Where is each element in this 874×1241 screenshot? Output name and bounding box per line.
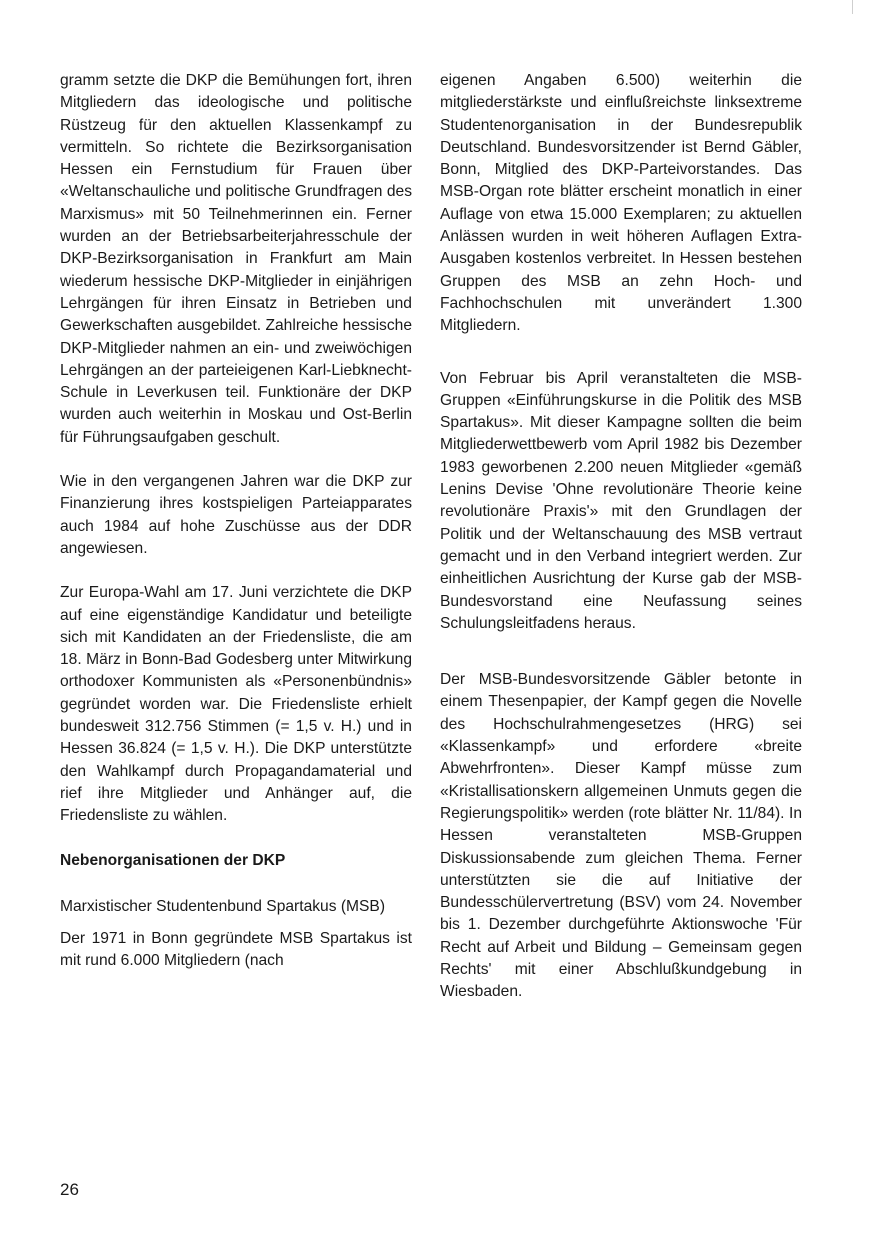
subsection-heading: Marxistischer Studentenbund Spartakus (MSB) xyxy=(60,897,386,915)
right-column xyxy=(440,70,802,1026)
left-column xyxy=(60,70,412,995)
right-paragraph-3: Der MSB-Bundesvorsitzende Gäbler betonte in einem Thesenpapier, der Kampf gegen die Novelle des Hochschulrahmengesetzes (HRG) sei «Klassenkampf» und erfordere «breite Abwehrfronten». Dieser Kampf müsse zum «Kristallisationskern allgemeinen Unmuts gegen die Regierungspolitik» werden (rote blätter Nr. 11/84). In Hessen veranstalteten MSB-Gruppen Diskussionsabende zum gleichen Thema. Ferner unterstützten sie die auf Initiative der Bundesschülervertretung (BSV) vom 24. November bis 1. Dezember durchgeführte Aktionswoche 'Für Recht auf Arbeit und Bildung – Gemeinsam gegen Rechts' mit einer Abschlußkundgebung in Wiesbaden. xyxy=(440,671,802,1001)
left-paragraph-1: gramm setzte die DKP die Bemühungen fort, ihren Mitgliedern das ideologische und politische Rüstzeug für den aktuellen Klassenkampf zu vermitteln. So richtete die Bezirksorganisation Hessen ein Fernstudium für Frauen über «Weltanschauliche und politische Grundfragen des Marxismus» mit 50 Teilnehmerinnen ein. Ferner wurden an der Betriebsarbeiterjahresschule der DKP-Bezirksorganisation in Frankfurt am Main wiederum hessische DKP-Mitglieder in einjährigen Lehrgängen für ihren Einsatz in Betrieben und Gewerkschaften ausgebildet. Zahlreiche hessische DKP-Mitglieder nahmen an ein- und zweiwöchigen Lehrgängen an der parteieigenen Karl-Liebknecht-Schule in Leverkusen teil. Funktionäre der DKP wurden auch weiterhin in Moskau und Ost-Berlin für Führungsaufgaben geschult. xyxy=(60,72,412,446)
page-edge-line xyxy=(852,0,853,14)
left-paragraph-4: Der 1971 in Bonn gegründete MSB Spartakus ist mit rund 6.000 Mitgliedern (nach xyxy=(60,930,412,970)
section-heading: Nebenorganisationen der DKP xyxy=(60,851,286,869)
left-paragraph-3: Zur Europa-Wahl am 17. Juni verzichtete die DKP auf eine eigenständige Kandidatur und beteiligte sich mit Kandidaten an der Friedensliste, die am 18. März in Bonn-Bad Godesberg unter Mitwirkung orthodoxer Kommunisten als «Personenbündnis» gegründet worden war. Die Friedensliste erhielt bundesweit 312.756 Stimmen (= 1,5 v. H.) und in Hessen 36.824 (= 1,5 v. H.). Die DKP unterstützte den Wahlkampf durch Propagandamaterial und rief ihre Mitglieder und Anhänger auf, die Friedensliste zu wählen. xyxy=(60,584,412,825)
right-paragraph-1: eigenen Angaben 6.500) weiterhin die mitgliederstärkste und einflußreichste linksextreme Studentenorganisation in der Bundesrepublik Deutschland. Bundesvorsitzender ist Bernd Gäbler, Bonn, Mitglied des DKP-Parteivorstandes. Das MSB-Organ rote blätter erscheint monatlich in einer Auflage von etwa 15.000 Exemplaren; zu aktuellen Anlässen wurden in weit höheren Auflagen Extra-Ausgaben kostenlos verbreitet. In Hessen bestehen Gruppen des MSB an zehn Hoch- und Fachhochschulen mit unverändert 1.300 Mitgliedern. xyxy=(440,72,802,335)
page-number: 26 xyxy=(60,1180,79,1199)
right-paragraph-2: Von Februar bis April veranstalteten die MSB-Gruppen «Einführungskurse in die Politik des MSB Spartakus». Mit dieser Kampagne sollten die beim Mitgliederwettbewerb vom April 1982 bis Dezember 1983 geworbenen 2.200 neuen Mitglieder «gemäß Lenins Devise 'Ohne revolutionäre Theorie keine revolutionäre Praxis'» mit den Grundlagen der Politik und der Weltanschauung des MSB vertraut gemacht und in den Verband integriert werden. Zur einheitlichen Ausrichtung der Kurse gab der MSB-Bundesvorstand eine Neufassung seines Schulungsleitfadens heraus. xyxy=(440,369,802,632)
left-paragraph-2: Wie in den vergangenen Jahren war die DKP zur Finanzierung ihres kostspieligen Parteiapparates auch 1984 auf hohe Zuschüsse aus der DDR angewiesen. xyxy=(60,473,412,557)
